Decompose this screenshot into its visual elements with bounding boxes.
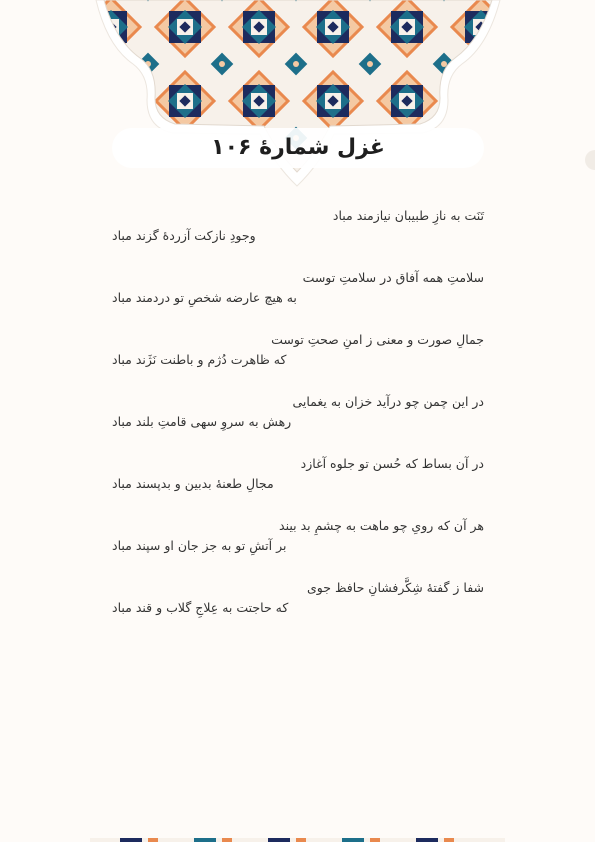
first-hemistich: در این چمن چو درآید خزان به یغمایی — [292, 394, 484, 409]
couplet — [112, 268, 484, 330]
couplet — [112, 206, 484, 268]
second-hemistich: وجودِ نازکت آزردهٔ گزند مباد — [112, 228, 256, 243]
couplet — [112, 578, 484, 640]
couplet — [112, 392, 484, 454]
poem — [112, 206, 484, 640]
second-hemistich: به هیچ عارضه شخصِ تو دردمند مباد — [112, 290, 297, 305]
first-hemistich: تَنَت به نازِ طبیبان نیازمند مباد — [332, 208, 484, 223]
first-hemistich: سلامتِ همه آفاق در سلامتِ توست — [302, 270, 484, 285]
second-hemistich: رهش به سروِ سهی قامتِ بلند مباد — [112, 414, 292, 429]
couplet — [112, 454, 484, 516]
second-hemistich: بر آتشِ تو به جز جان او سپند مباد — [112, 538, 287, 553]
couplet — [112, 516, 484, 578]
first-hemistich: هر آن که رویِ چو ماهت به چشمِ بد بیند — [279, 518, 484, 533]
bottom-ornament — [90, 838, 505, 842]
page-title: غزل شمارهٔ ۱۰۶ — [211, 135, 385, 160]
first-hemistich: در آن بساط که حُسن تو جلوه آغازد — [300, 456, 484, 471]
couplet — [112, 330, 484, 392]
first-hemistich: جمالِ صورت و معنی ز امنِ صحتِ توست — [271, 332, 484, 347]
top-ornament — [0, 0, 595, 200]
second-hemistich: مجالِ طعنهٔ بدبین و بدپسند مباد — [112, 476, 274, 491]
first-hemistich: شفا ز گفتهٔ شِکَّرفشانِ حافظ جوی — [307, 580, 484, 595]
second-hemistich: که حاجتت به عِلاجِ گلاب و قند مباد — [112, 600, 289, 615]
second-hemistich: که ظاهرت دُژم و باطنت نَژَند مباد — [112, 352, 287, 367]
